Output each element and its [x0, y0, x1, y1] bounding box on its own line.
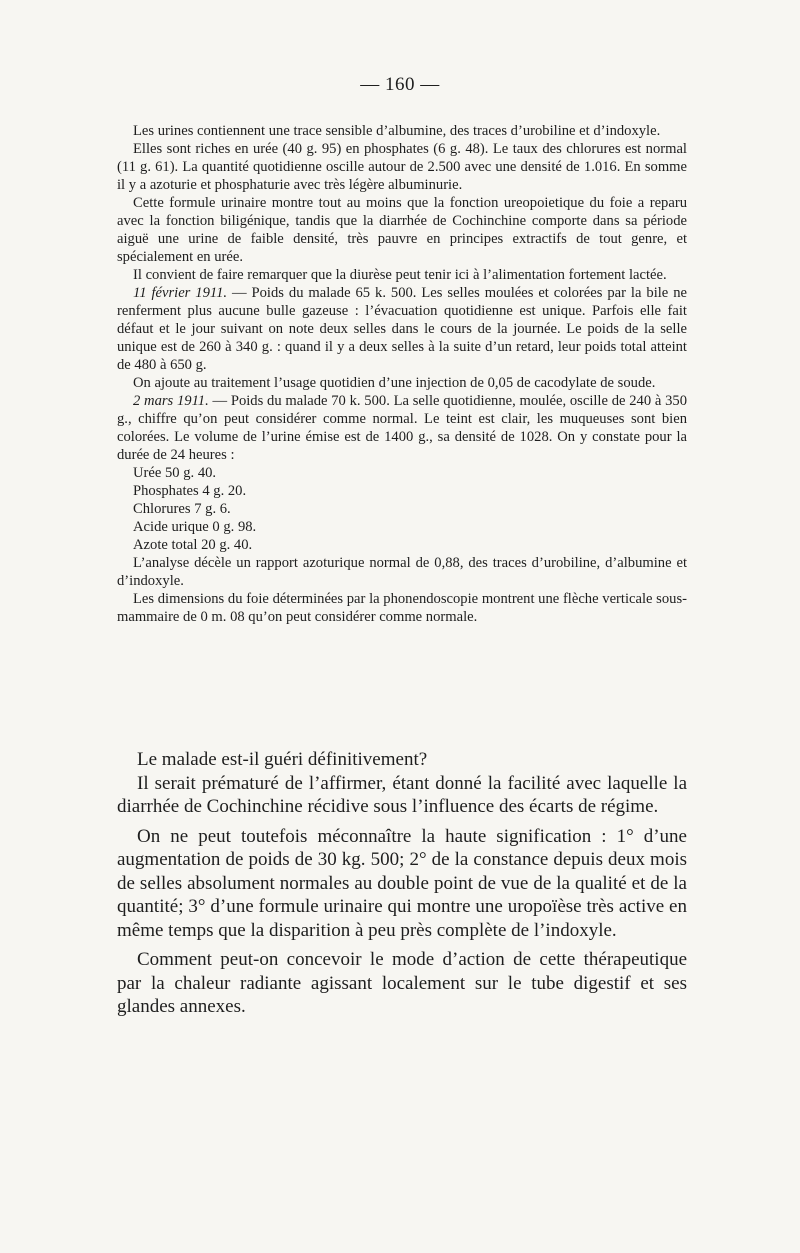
paragraph-urine-traces: Les urines contiennent une trace sensible d’albumine, des traces d’urobiline et d’indoxyle. — [133, 123, 661, 139]
paragraph-february-entry — [117, 284, 687, 374]
list-item: Phosphates 4 g. 20. — [133, 483, 247, 499]
paragraph-mode-of-action: Comment peut-on concevoir le mode d’action de cette thérapeutique par la chaleur radiante agissant localement sur le tube digestif et ses glandes annexes. — [117, 949, 687, 1017]
paragraph-analysis: L’analyse décèle un rapport azoturique normal de 0,88, des traces d’urobiline, d’albumine et d’indoxyle. — [117, 555, 687, 589]
list-item: Chlorures 7 g. 6. — [133, 501, 231, 517]
date-march: 2 mars 1911. — [133, 393, 209, 409]
body-text-large — [117, 748, 687, 1019]
paragraph-urinary-formula: Cette formule urinaire montre tout au moins que la fonction ureopoietique du foie a reparu avec la fonction biligénique, tandis que la diarrhée de Cochinchine comporte dans sa période aiguë une urine de faible densité, très pauvre en principes extractifs de tout genre, et spécialement en urée. — [117, 195, 687, 265]
list-item: Urée 50 g. 40. — [133, 465, 217, 481]
paragraph-injection: On ajoute au traitement l’usage quotidien d’une injection de 0,05 de cacodylate de soude. — [133, 375, 656, 391]
paragraph-premature: Il serait prématuré de l’affirmer, étant donné la facilité avec laquelle la diarrhée de Cochinchine récidive sous l’influence des écarts de régime. — [117, 772, 687, 817]
paragraph-signification: On ne peut toutefois méconnaître la haute signification : 1° d’une augmentation de poids de 30 kg. 500; 2° de la constance depuis deux mois de selles absolument normales au double point de vue de la qualité et de la quantité; 3° d’une formule urinaire qui montre une uropoïèse très active en même temps que la disparition à peu près complète de l’indoxyle. — [117, 825, 687, 941]
page-number: — 160 — — [360, 74, 440, 95]
urine-analysis-list — [117, 464, 687, 554]
list-item: Acide urique 0 g. 98. — [133, 519, 257, 535]
february-entry-text: — Poids du malade 65 k. 500. Les selles moulées et colorées par la bile ne renferment plus aucune bulle gazeuse : l’évacuation quotidienne est unique. Parfois elle fait défaut et le jour suivant on note deux selles dans le cours de la journée. Le poids de la selle unique est de 260 à 340 g. : quand il y a deux selles à la suite d’un retard, leur poids total atteint de 480 à 650 g. — [117, 285, 687, 373]
body-text-small — [117, 122, 687, 626]
list-item: Azote total 20 g. 40. — [133, 537, 253, 553]
date-february: 11 février 1911. — [133, 285, 228, 301]
paragraph-liver-dimensions: Les dimensions du foie déterminées par la phonendoscopie montrent une flèche verticale sous-mammaire de 0 m. 08 qu’on peut considérer comme normale. — [117, 591, 687, 625]
question-heading: Le malade est-il guéri définitivement? — [137, 749, 428, 770]
paragraph-urea-phosphates: Elles sont riches en urée (40 g. 95) en phosphates (6 g. 48). Le taux des chlorures est normal (11 g. 61). La quantité quotidienne oscille autour de 2.500 avec une densité de 1.016. En somme il y a azoturie et phosphaturie avec très légère albuminurie. — [117, 141, 687, 193]
paragraph-march-entry — [117, 392, 687, 464]
paragraph-diuresis: Il convient de faire remarquer que la diurèse peut tenir ici à l’alimentation fortement lactée. — [133, 267, 667, 283]
march-entry-text: — Poids du malade 70 k. 500. La selle quotidienne, moulée, oscille de 240 à 350 g., chiffre qu’on peut considérer comme normal. Le teint est clair, les muqueuses sont bien colorées. Le volume de l’urine émise est de 1400 g., sa densité de 1028. On y constate pour la durée de 24 heures : — [117, 393, 687, 463]
